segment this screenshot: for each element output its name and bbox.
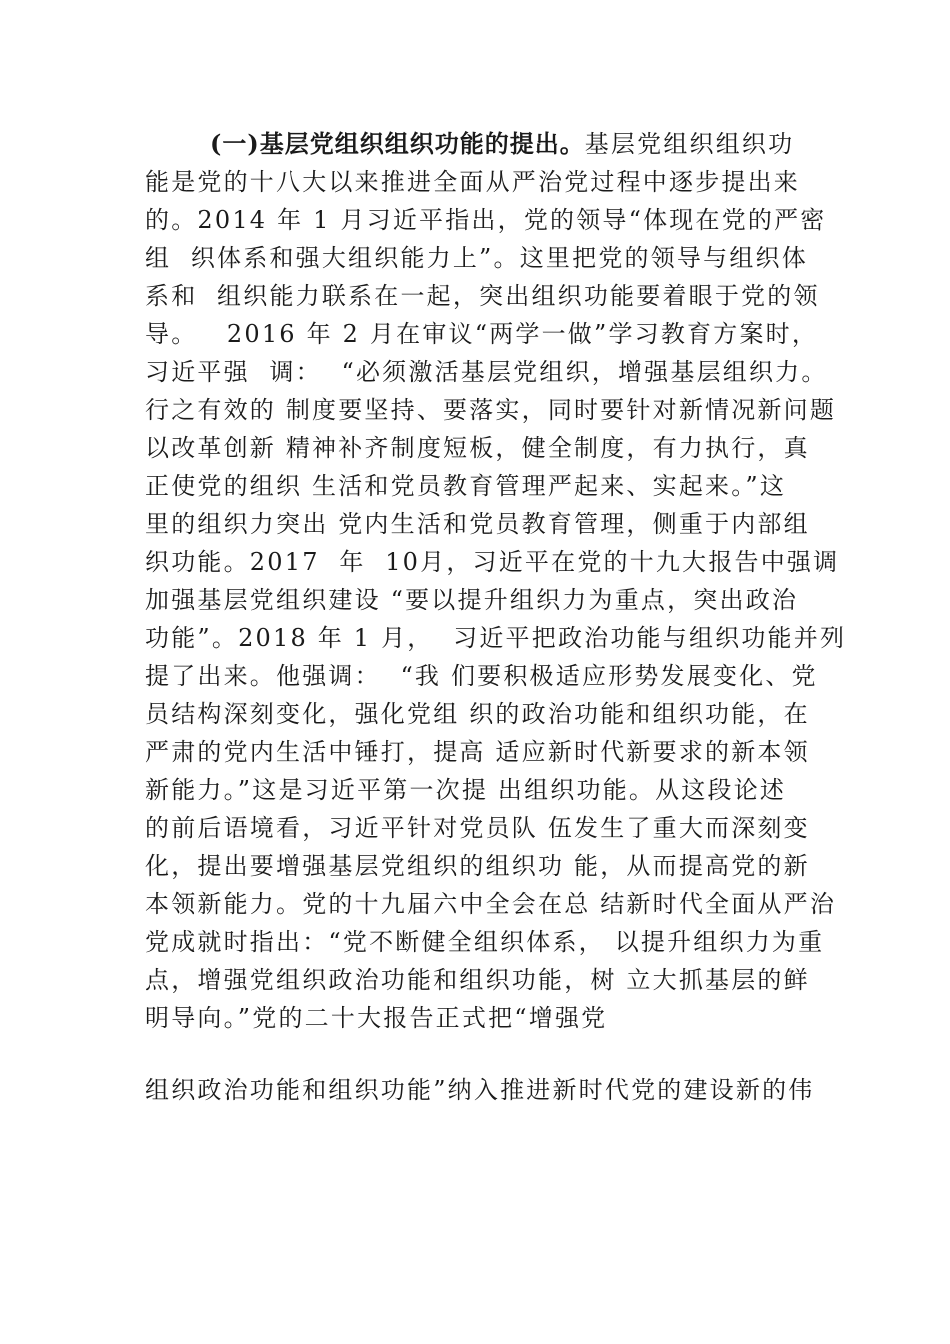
paragraph-line: 党成就时指出：“党不断健全组织体系， 以提升组织力为重 [145, 928, 825, 956]
paragraph-line: 提了出来。他强调： “我 们要积极适应形势发展变化、党 [145, 662, 818, 690]
paragraph-line: 的前后语境看，习近平针对党员队 伍发生了重大而深刻变 [145, 814, 810, 842]
paragraph-line: 能是党的十八大以来推进全面从严治党过程中逐步提出来 [145, 168, 800, 196]
section-heading: (一)基层党组织组织功能的提出。 [210, 129, 585, 158]
paragraph-line: 导。 2016 年 2 月在审议“两学一做”学习教育方案时， [145, 320, 819, 348]
paragraph-line: 点，增强党组织政治功能和组织功能，树 立大抓基层的鲜 [145, 966, 810, 994]
paragraph-line: 正使党的组织 生活和党员教育管理严起来、实起来。”这 [145, 472, 787, 500]
paragraph-line-1 [210, 125, 794, 163]
paragraph-line: 加强基层党组织建设 “要以提升组织力为重点，突出政治 [145, 586, 799, 614]
paragraph-line: 新能力。”这是习近平第一次提 出组织功能。从这段论述 [145, 776, 787, 804]
paragraph-line: 功能”。2018 年 1 月， 习近平把政治功能与组织功能并列 [145, 624, 847, 652]
continuation-line: 组织政治功能和组织功能”纳入推进新时代党的建设新的伟 [145, 1076, 815, 1104]
paragraph-line: 习近平强 调： “必须激活基层党组织，增强基层组织力。 [145, 358, 828, 386]
paragraph-line: 以改革创新 精神补齐制度短板，健全制度，有力执行，真 [145, 434, 810, 462]
paragraph-line: 的。2014 年 1 月习近平指出，党的领导“体现在党的严密 [145, 206, 827, 234]
paragraph-text: 基层党组织组织功 [584, 130, 795, 158]
paragraph-line: 本领新能力。党的十九届六中全会在总 结新时代全面从严治 [145, 890, 837, 918]
paragraph-line: 系和 组织能力联系在一起，突出组织功能要着眼于党的领 [145, 282, 820, 310]
paragraph-line: 组 织体系和强大组织能力上”。这里把党的领导与组织体 [145, 244, 808, 272]
paragraph-line: 里的组织力突出 党内生活和党员教育管理，侧重于内部组 [145, 510, 810, 538]
paragraph-line: 化，提出要增强基层党组织的组织功 能，从而提高党的新 [145, 852, 810, 880]
paragraph-line: 行之有效的 制度要坚持、要落实，同时要针对新情况新问题 [145, 396, 837, 424]
paragraph-line: 明导向。”党的二十大报告正式把“增强党 [145, 1004, 608, 1032]
paragraph-line: 严肃的党内生活中锤打，提高 适应新时代新要求的新本领 [145, 738, 810, 766]
paragraph-line: 员结构深刻变化，强化党组 织的政治功能和组织功能，在 [145, 700, 810, 728]
paragraph-line: 织功能。2017 年 10月，习近平在党的十九大报告中强调 [145, 548, 840, 576]
